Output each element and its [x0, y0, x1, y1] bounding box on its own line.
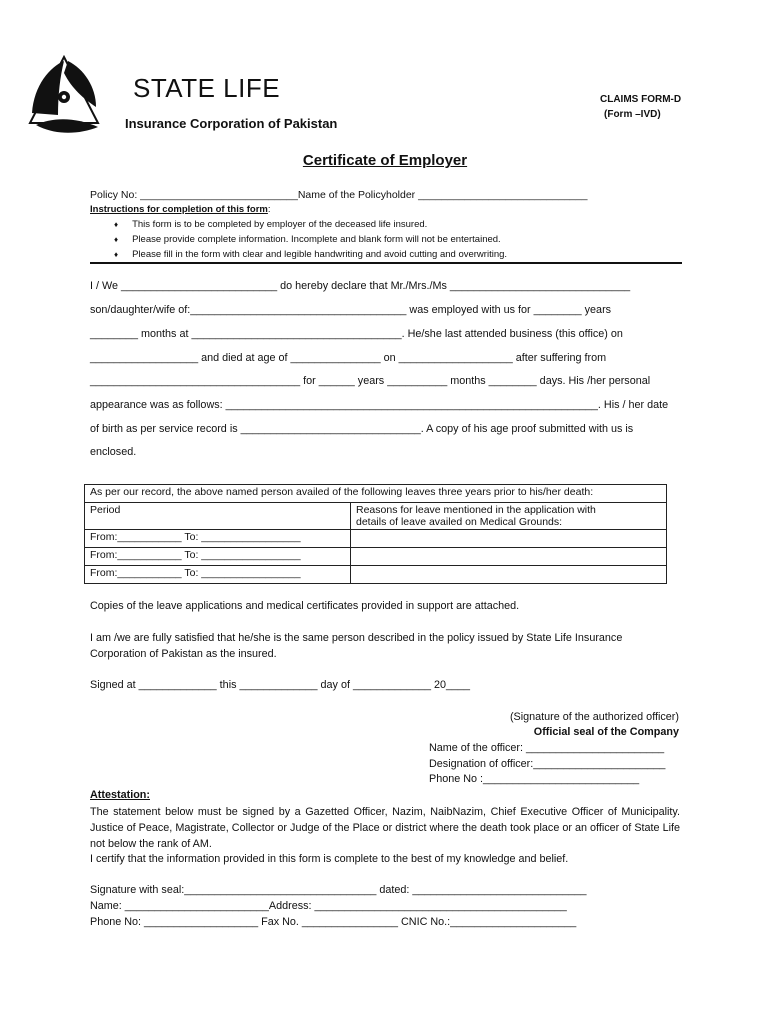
officer-name-field[interactable]: Name of the officer: _______________________ [429, 742, 665, 754]
instructions-heading: Instructions for completion of this form: [90, 204, 271, 215]
brand-name: STATE LIFE [133, 73, 281, 103]
bullet-icon: ♦ [114, 235, 119, 244]
leave-table-intro: As per our record, the above named person availed of the following leaves three years prior to his/her death: [85, 485, 667, 503]
declaration-line: enclosed. [90, 446, 137, 458]
satisfied-line: Corporation of Pakistan as the insured. [90, 648, 277, 660]
reason-cell[interactable] [351, 566, 667, 584]
satisfied-line: I am /we are fully satisfied that he/she is the same person described in the policy issued by State Life Insurance [90, 632, 623, 644]
bullet-icon: ♦ [114, 220, 119, 229]
period-header: Period [85, 503, 351, 530]
attestation-heading: Attestation: [90, 789, 150, 801]
instruction-item: ♦ Please fill in the form with clear and legible handwriting and avoid cutting and overwriting. [114, 249, 508, 260]
policy-line: Policy No: ___________________________Name of the Policyholder _____________________________ [90, 189, 588, 201]
state-life-logo [28, 55, 100, 135]
officer-signature-caption: (Signature of the authorized officer) [509, 711, 679, 723]
certify-line: I certify that the information provided in this form is complete to the best of my knowledge and belief. [90, 853, 569, 865]
instruction-item: ♦ Please provide complete information. Incomplete and blank form will not be entertained. [114, 234, 501, 245]
instruction-item: ♦ This form is to be completed by employer of the deceased life insured. [114, 219, 428, 230]
officer-designation-field[interactable]: Designation of officer:______________________ [429, 758, 666, 770]
leave-table [84, 484, 667, 584]
officer-phone-field[interactable]: Phone No :__________________________ [429, 773, 640, 785]
reason-cell[interactable] [351, 530, 667, 548]
page-title: Certificate of Employer [302, 152, 468, 169]
form-subcode: (Form –IVD) [604, 109, 661, 120]
declaration-line: son/daughter/wife of:____________________________________ was employed with us for ________ years [90, 304, 612, 316]
company-subtitle: Insurance Corporation of Pakistan [125, 116, 338, 131]
official-seal-label: Official seal of the Company [533, 726, 679, 738]
declaration-line: I / We __________________________ do hereby declare that Mr./Mrs./Ms ______________________________ [90, 280, 631, 292]
reasons-header: Reasons for leave mentioned in the application with details of leave availed on Medical Grounds: [351, 503, 667, 530]
declaration-line: ___________________________________ for ______ years __________ months ________ days. His /her personal [90, 375, 651, 387]
period-cell[interactable]: From:___________ To: _________________ [85, 566, 351, 584]
period-cell[interactable]: From:___________ To: _________________ [85, 530, 351, 548]
signature-seal-field[interactable]: Signature with seal:________________________________ dated: _____________________________ [90, 884, 587, 896]
divider [90, 262, 682, 264]
attestation-text: The statement below must be signed by a Gazetted Officer, Nazim, NaibNazim, Chief Executive Officer of Municipality. Justice of Peace, Magistrate, Collector or Judge of the Place or district where the death took place or an officer of State Life not below the rank of AM. [90, 806, 680, 850]
reason-cell[interactable] [351, 548, 667, 566]
phone-fax-cnic-field[interactable]: Phone No: ___________________ Fax No. ________________ CNIC No.:_____________________ [90, 916, 577, 928]
declaration-line: ________ months at ___________________________________. He/she last attended business (this office) on [90, 328, 623, 340]
signed-line: Signed at _____________ this _____________ day of _____________ 20____ [90, 679, 471, 691]
declaration-line: of birth as per service record is ______________________________. A copy of his age proof submitted with us is [90, 423, 634, 435]
name-address-field[interactable]: Name: ________________________Address: __________________________________________ [90, 900, 567, 912]
period-cell[interactable]: From:___________ To: _________________ [85, 548, 351, 566]
form-code: CLAIMS FORM-D [600, 94, 682, 105]
attached-note: Copies of the leave applications and medical certificates provided in support are attached. [90, 600, 520, 612]
bullet-icon: ♦ [114, 250, 119, 259]
declaration-line: appearance was as follows: ______________________________________________________________. His / her date [90, 399, 669, 411]
declaration-line: __________________ and died at age of _______________ on ___________________ after suffering from [90, 352, 607, 364]
